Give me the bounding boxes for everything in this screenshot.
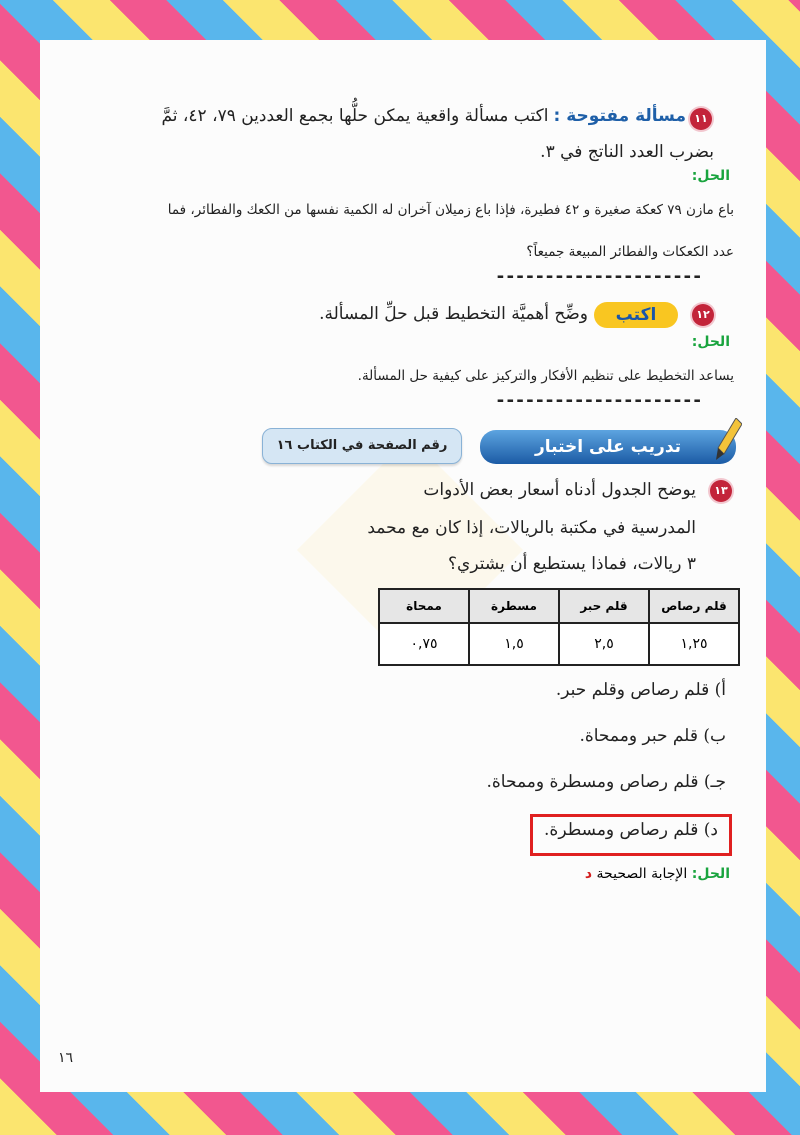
table-cell: ٠,٧٥: [379, 623, 469, 665]
solution-label-12: الحل:: [691, 334, 730, 350]
page-reference-pill: رقم الصفحة في الكتاب ١٦: [262, 428, 462, 464]
question-11-line-2: بضرب العدد الناتج في ٣.: [540, 142, 714, 162]
answer-12: يساعد التخطيط على تنظيم الأفكار والتركيز على كيفية حل المسألة.: [357, 368, 734, 384]
table-row: [379, 623, 739, 665]
question-11-line-1: [126, 106, 686, 132]
table-header-cell: قلم رصاص: [649, 589, 739, 623]
solution-label-13: الحل:: [691, 866, 730, 882]
solution-label-11: الحل:: [691, 168, 730, 184]
open-problem-label: مسألة مفتوحة :: [553, 106, 686, 126]
price-table: [378, 588, 740, 666]
table-header-cell: قلم حبر: [559, 589, 649, 623]
answer-11-line-2: عدد الكعكات والفطائر المبيعة جميعاً؟: [526, 244, 734, 260]
option-letter: د): [703, 820, 718, 840]
option-letter: أ): [714, 680, 726, 700]
question-13-line-1: يوضح الجدول أدناه أسعار بعض الأدوات: [423, 480, 696, 500]
solution-13: [430, 866, 730, 882]
solution-text: الإجابة الصحيحة: [596, 866, 688, 882]
question-13-line-3: ٣ ريالات، فماذا يستطيع أن يشتري؟: [448, 554, 696, 574]
pencil-icon: [716, 418, 742, 464]
option-b: [426, 726, 726, 746]
question-11-text: اكتب مسألة واقعية يمكن حلُّها بجمع العددين ٧٩، ٤٢، ثمَّ: [161, 106, 549, 126]
table-header-cell: مسطرة: [469, 589, 559, 623]
page-number: ١٦: [58, 1050, 74, 1066]
divider-1: ---------------------: [495, 266, 702, 287]
option-text: قلم رصاص ومسطرة وممحاة.: [486, 772, 699, 792]
table-cell: ١,٥: [469, 623, 559, 665]
option-letter: جـ): [703, 772, 726, 792]
option-text: قلم حبر وممحاة.: [579, 726, 698, 746]
question-12-text: وضِّح أهميَّة التخطيط قبل حلِّ المسألة.: [319, 304, 588, 324]
table-cell: ٢,٥: [559, 623, 649, 665]
answer-11-line-1: باع مازن ٧٩ كعكة صغيرة و ٤٢ فطيرة، فإذا باع زميلان آخران له الكمية نفسها من الكعك والفطائر، فما: [167, 202, 734, 218]
solution-answer-letter: د: [584, 866, 593, 882]
option-text: قلم رصاص ومسطرة.: [544, 820, 699, 840]
option-text: قلم رصاص وقلم حبر.: [555, 680, 710, 700]
test-practice-banner: تدريب على اختبار: [480, 430, 736, 464]
divider-2: ---------------------: [495, 390, 702, 411]
option-letter: ب): [703, 726, 726, 746]
question-13-number: ١٣: [710, 480, 732, 502]
question-11-number: ١١: [690, 108, 712, 130]
option-d: [458, 820, 718, 840]
option-a: [426, 680, 726, 700]
option-c: [406, 772, 726, 792]
table-header-row: [379, 589, 739, 623]
table-header-cell: ممحاة: [379, 589, 469, 623]
question-12-number: ١٢: [692, 304, 714, 326]
page-sheet: [40, 40, 766, 1092]
write-badge: اكتب: [594, 302, 678, 328]
table-cell: ١,٢٥: [649, 623, 739, 665]
question-13-line-2: المدرسية في مكتبة بالريالات، إذا كان مع محمد: [367, 518, 696, 538]
